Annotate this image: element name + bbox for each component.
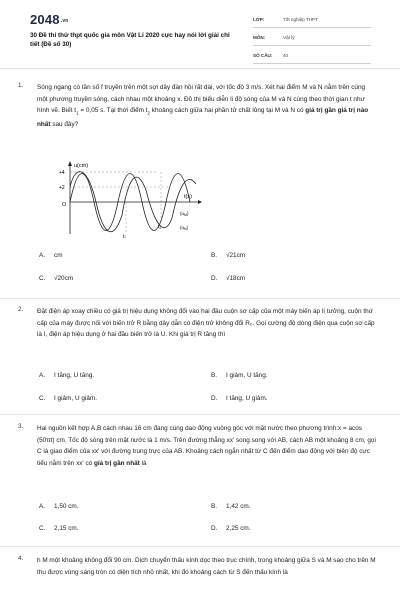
question-text: h M một khoảng không đổi 90 cm. Dịch chuyển thấu kính dọc theo trục chính, trong khoảng giữa S và M sao cho trên M thu được vùng sáng tròn có diện tích nhỏ nhất, khi đó khoảng cách từ S đến thấu kính là <box>37 557 376 576</box>
question-number: 1. <box>18 82 24 89</box>
y-axis-label: u(cm) <box>74 163 89 169</box>
tick-top: +4 <box>59 170 65 176</box>
question-number: 3. <box>18 423 24 430</box>
meta-label: MÔN: <box>253 35 266 40</box>
x-axis-arrow <box>198 200 202 204</box>
meta-subject <box>253 32 371 46</box>
question-number: 4. <box>18 555 24 562</box>
meta-grade <box>253 14 371 28</box>
meta-value: 40 <box>283 53 289 58</box>
wave-graph <box>58 160 208 238</box>
option-b[interactable]: B. √21cm <box>211 252 246 259</box>
t2-label: $t_2$ <box>158 224 162 230</box>
meta-label: SỐ CÂU: <box>253 53 273 58</box>
option-c[interactable]: C. I giảm, U giảm. <box>39 395 97 402</box>
question-2 <box>18 306 388 416</box>
origin-label: O <box>62 202 67 208</box>
y-axis-arrow <box>68 161 72 166</box>
tick-mid: +2 <box>59 185 65 191</box>
x-axis-label: t(s) <box>184 194 192 200</box>
option-d[interactable]: D. 2,25 cm. <box>211 525 251 532</box>
option-c[interactable]: C. √20cm <box>39 275 74 282</box>
question-text: Hai nguồn kết hợp A,B cách nhau 16 cm đang cùng dao động vuông góc với mặt nước theo phương trình:x = acos (50πt) cm. Tốc độ sóng trên mặt nước là 1 m/s. Trên đường thẳng xx' song song với AB, cách AB một khoảng 8 cm, gọi C là giao điểm của xx' với đường trung trực của AB. Khoảng cách ngắn nhất từ C đến điểm dao động với biên độ cực tiểu nằm trên xx' có giá trị gần nhất là <box>37 425 376 467</box>
question-3 <box>18 423 388 543</box>
t1-label: $t_1$ <box>123 234 127 238</box>
option-b[interactable]: B. 1,42 cm. <box>211 503 251 510</box>
option-a[interactable]: A. cm <box>39 252 63 259</box>
question-separator <box>0 546 400 547</box>
question-text: Sóng ngang có tần số f truyền trên một sợi dây đàn hồi rất dài, với tốc độ 3 m/s. Xét hai điểm M và N nằm trên cùng một phương truyền sóng, cách nhau một khoảng x. Đồ thị biểu diễn li độ sóng của M và N cùng theo thời gian t như hình vẽ. Biết $t_1 = 0,05$ s. Tại thời điểm $t_2$ khoảng cách giữa hai phần tử chất lỏng tại M và N có giá trị gần giá trị nào nhất sau đây? <box>37 84 369 129</box>
meta-panel <box>253 14 371 68</box>
question-separator <box>0 298 400 299</box>
question-number: 2. <box>18 306 24 313</box>
meta-value: Vật lý <box>283 35 295 40</box>
option-c[interactable]: C. 2,15 cm. <box>39 525 79 532</box>
meta-value: Tốt nghiệp THPT <box>283 17 318 22</box>
header-divider <box>0 68 400 69</box>
option-a[interactable]: A. I tăng, U tăng. <box>39 372 95 379</box>
header <box>0 0 400 68</box>
option-a[interactable]: A. 1,50 cm. <box>39 503 79 510</box>
site-logo[interactable]: 2048.vn <box>30 12 69 27</box>
curve-m-label: $(u_M)$ <box>180 211 189 217</box>
question-4 <box>18 555 388 600</box>
option-d[interactable]: D. I tăng, U giảm. <box>211 395 268 402</box>
document-title: 30 Đề thi thử thpt quốc gia môn Vật Lí 2020 cực hay nói lời giải chi tiết (Đề số 30) <box>30 32 230 48</box>
meta-label: LỚP: <box>253 17 265 22</box>
question-1 <box>18 82 388 297</box>
question-text: Đặt điện áp xoay chiều có giá trị hiệu dụng không đổi vào hai đầu cuộn sơ cấp của một máy biến áp lí tưởng, cuộn thứ cấp của máy được nối với biến trở R bằng dây dẫn có điện trở không đổi R₀. Gọi cường độ dòng điện qua cuộn sơ cấp là I, điện áp hiệu dụng ở hai đầu biến trở là U. Khi giá trị R tăng thì <box>37 308 375 339</box>
option-b[interactable]: B. I giảm, U tăng. <box>211 372 268 379</box>
meta-question-count <box>253 50 371 64</box>
option-d[interactable]: D. √18cm <box>211 275 246 282</box>
curve-n-label: $(u_N)$ <box>180 225 189 231</box>
question-separator <box>0 414 400 415</box>
